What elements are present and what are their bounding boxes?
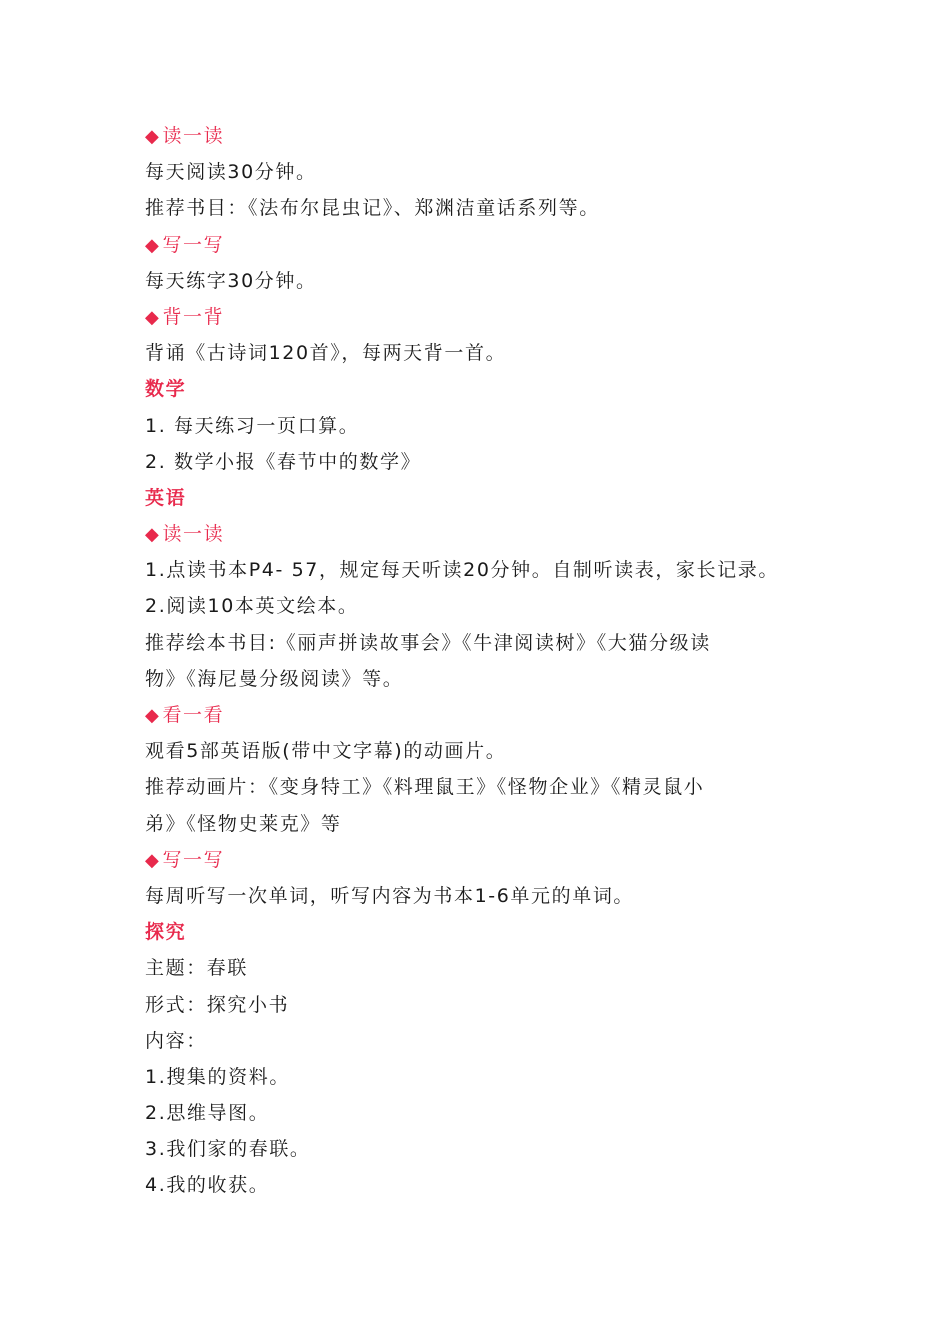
english-read-line-1: 1.点读书本P4- 57，规定每天听读20分钟。自制听读表，家长记录。: [145, 559, 779, 582]
subheading-write: ◆ 写一写: [145, 227, 835, 263]
english-read-line-4: 物》《海尼曼分级阅读》等。: [145, 667, 404, 690]
diamond-bullet-icon: ◆: [145, 849, 161, 871]
diamond-bullet-icon: ◆: [145, 705, 161, 726]
heading-english: 英语: [145, 486, 187, 509]
explore-line-3: 内容：: [145, 1029, 207, 1052]
heading-explore: 探究: [145, 921, 187, 944]
math-item-2: 2. 数学小报《春节中的数学》: [145, 450, 422, 473]
explore-line-5: 2.思维导图。: [145, 1102, 270, 1125]
explore-line-2: 形式：探究小书: [145, 993, 290, 1016]
english-watch-line-1: 观看5部英语版(带中文字幕)的动画片。: [145, 740, 507, 763]
diamond-bullet-icon: ◆: [145, 524, 161, 546]
subheading-recite: ◆ 背一背: [145, 299, 835, 335]
heading-math: 数学: [145, 378, 187, 401]
explore-line-1: 主题：春联: [145, 957, 249, 980]
english-read-line-3: 推荐绘本书目:《丽声拼读故事会》《牛津阅读树》《大猫分级读: [145, 631, 711, 654]
explore-line-7: 4.我的收获。: [145, 1174, 270, 1197]
diamond-bullet-icon: ◆: [145, 234, 161, 256]
english-write-line-1: 每周听写一次单词，听写内容为书本1-6单元的单词。: [145, 884, 635, 907]
math-item-1: 1. 每天练习一页口算。: [145, 414, 360, 437]
explore-line-6: 3.我们家的春联。: [145, 1138, 311, 1161]
read-books-line: 推荐书目：《法布尔昆虫记》、郑渊洁童话系列等。: [145, 197, 600, 220]
diamond-bullet-icon: ◆: [145, 306, 161, 328]
subheading-english-read: ◆ 读一读: [145, 516, 835, 552]
diamond-bullet-icon: ◆: [145, 126, 161, 147]
explore-line-4: 1.搜集的资料。: [145, 1065, 290, 1088]
subheading-english-watch: ◆ 看一看: [145, 697, 835, 733]
english-watch-line-2: 推荐动画片：《变身特工》《料理鼠王》《怪物企业》《精灵鼠小: [145, 776, 705, 799]
english-watch-line-3: 弟》《怪物史莱克》等: [145, 812, 342, 835]
read-daily-line: 每天阅读30分钟。: [145, 161, 317, 184]
english-read-line-2: 2.阅读10本英文绘本。: [145, 595, 359, 618]
subheading-english-write: ◆ 写一写: [145, 842, 835, 878]
recite-line: 背诵《古诗词120首》，每两天背一首。: [145, 342, 507, 365]
subheading-read: ◆ 读一读: [145, 118, 835, 154]
write-daily-line: 每天练字30分钟。: [145, 269, 317, 292]
document-page: [145, 118, 835, 1204]
